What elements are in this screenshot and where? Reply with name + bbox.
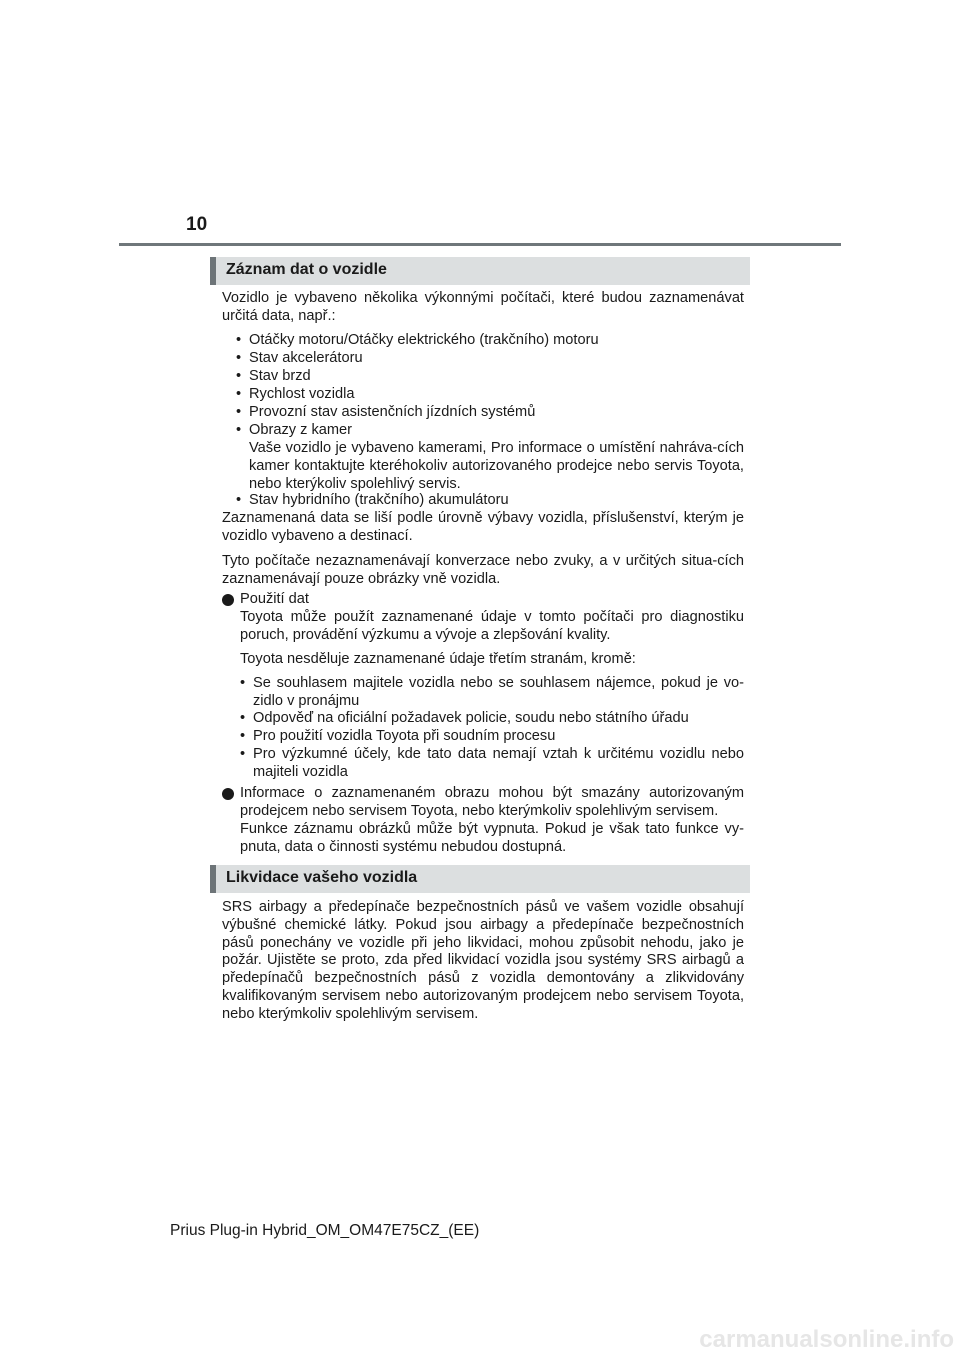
bullet-char: •: [236, 492, 242, 508]
paragraph-no-audio: Tyto počítače nezaznamenávají konverzace nebo zvuky, a v určitých situa-cích zaznamenávají pouze obrázky vně vozidla.: [222, 553, 744, 587]
bullet-char: •: [236, 368, 242, 384]
usage-item: Odpověď na oficiální požadavek policie, soudu nebo státního úřadu: [253, 710, 689, 726]
section-title: Likvidace vašeho vozidla: [226, 869, 418, 886]
page-number: 10: [186, 214, 208, 235]
bullet-char: •: [236, 386, 242, 402]
section-title: Záznam dat o vozidle: [226, 261, 387, 278]
disposal-paragraph: SRS airbagy a předepínače bezpečnostních pásů ve vašem vozidle obsahují výbušné chemické látky. Pokud jsou airbagy a předepínače bezpečnostních pásů ponechány ve vozidle při jeho likvidaci, mohou způsobit nehodu, jako je požár. Ujistěte se proto, zda před likvidací vozidla jsou systémy SRS airbagů a předepínačů bezpečnostních pásů z vozidla demontovány a zlikvidovány kvalifikovaným servisem nebo autorizovaným prodejcem nebo servisem Toyota, nebo kterýmkoliv spolehlivým servisem.: [222, 899, 744, 1022]
list-item: Provozní stav asistenčních jízdních systémů: [249, 404, 536, 420]
usage-title: Použití dat: [240, 591, 309, 607]
list-item: Stav akcelerátoru: [249, 350, 363, 366]
usage-item: Se souhlasem majitele vozidla nebo se souhlasem nájemce, pokud je vo-zidlo v pronájmu: [253, 675, 744, 709]
bullet-char: •: [236, 350, 242, 366]
list-item: Otáčky motoru/Otáčky elektrického (trakčního) motoru: [249, 332, 599, 348]
list-item: Rychlost vozidla: [249, 386, 355, 402]
camera-note: Vaše vozidlo je vybaveno kamerami, Pro informace o umístění nahráva-cích kamer kontaktujte kteréhokoliv autorizovaného prodejce nebo servis Toyota, nebo kterýkoliv spolehlivý servis.: [249, 440, 744, 492]
paragraph-data-variation: Zaznamenaná data se liší podle úrovně výbavy vozidla, příslušenství, kterým je vozidlo vybaveno a destinací.: [222, 510, 744, 544]
usage-paragraph: Toyota může použít zaznamenané údaje v tomto počítači pro diagnostiku poruch, provádění výzkumu a vývoje a zlepšování kvality.: [240, 609, 744, 643]
info-paragraph: Informace o zaznamenaném obrazu mohou být smazány autorizovaným prodejcem nebo servisem Toyota, nebo kterýmkoliv spolehlivým servisem.: [240, 785, 744, 819]
bullet-char: •: [240, 675, 246, 691]
header-rule: [119, 243, 841, 246]
watermark: carmanualsonline.info: [699, 1326, 954, 1353]
footer-doc-id: Prius Plug-in Hybrid_OM_OM47E75CZ_(EE): [170, 1222, 480, 1239]
list-item: Stav hybridního (trakčního) akumulátoru: [249, 492, 509, 508]
usage-paragraph-2: Toyota nesděluje zaznamenané údaje třetím stranám, kromě:: [240, 651, 636, 667]
bullet-char: •: [236, 422, 242, 438]
bullet-char: •: [240, 728, 246, 744]
bullet-char: •: [236, 404, 242, 420]
bullet-char: •: [236, 332, 242, 348]
bullet-char: •: [240, 746, 246, 762]
bullet-dot-icon: [222, 788, 234, 800]
bullet-dot-icon: [222, 594, 234, 606]
intro-paragraph: Vozidlo je vybaveno několika výkonnými počítači, které budou zaznamenávat určitá data, např.:: [222, 290, 744, 324]
section-header-vehicle-disposal: [210, 865, 750, 893]
section-header-vehicle-data: [210, 257, 750, 285]
list-item: Stav brzd: [249, 368, 311, 384]
usage-item: Pro použití vozidla Toyota při soudním procesu: [253, 728, 556, 744]
bullet-char: •: [240, 710, 246, 726]
usage-item: Pro výzkumné účely, kde tato data nemají vztah k určitému vozidlu nebo majiteli vozidla: [253, 746, 744, 780]
info-paragraph-2: Funkce záznamu obrázků může být vypnuta. Pokud je však tato funkce vy-pnuta, data o činnosti systému nebudou dostupná.: [240, 821, 744, 855]
list-item: Obrazy z kamer: [249, 422, 352, 438]
